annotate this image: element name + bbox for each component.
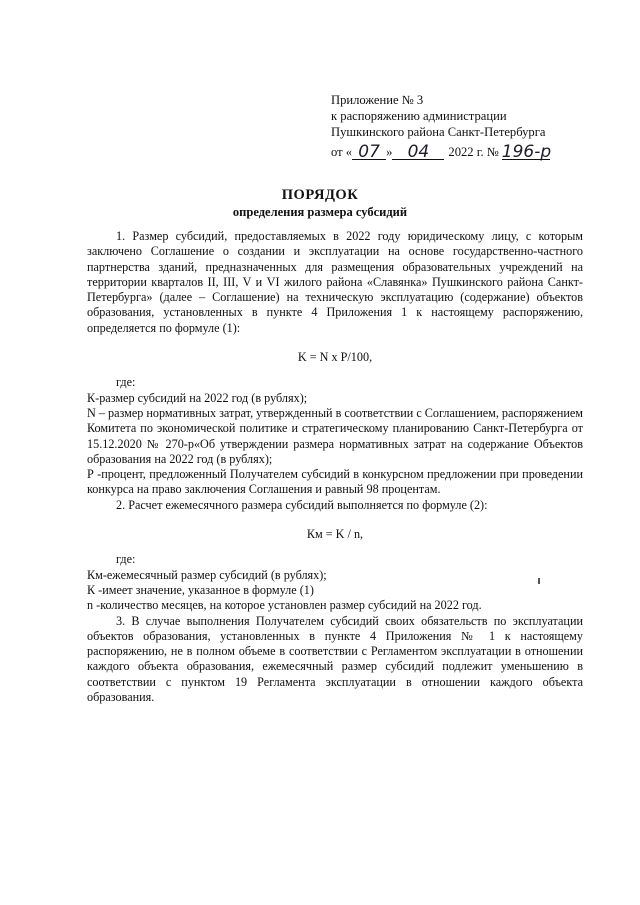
section-2-paragraph: 2. Расчет ежемесячного размера субсидий выполняется по формуле (2): (116, 497, 488, 512)
definition-k: К-размер субсидий на 2022 год (в рублях); (87, 390, 308, 405)
handwritten-month: 04 (407, 142, 430, 162)
appendix-number: Приложение № 3 (331, 93, 424, 107)
appendix-district: Пушкинского района Санкт-Петербурга (331, 125, 546, 139)
definition-n-months: n -количество месяцев, на которое установлен размер субсидий на 2022 год. (87, 598, 482, 613)
date-month-field (392, 144, 444, 160)
handwritten-day: 07 (358, 142, 380, 162)
definition-p: Р -процент, предложенный Получателем субсидий в конкурсном предложении при проведении конкурса на право заключения Соглашения и равный 98 процентам. (87, 467, 583, 497)
document-title: ПОРЯДОК (281, 187, 359, 203)
handwritten-order-number: 196-р (501, 142, 552, 162)
order-date-line (331, 144, 621, 160)
definition-km: Км-ежемесячный размер субсидий (в рублях); (87, 567, 327, 582)
formula-1: K = N x P/100, (297, 350, 373, 365)
document-body (87, 229, 583, 705)
formula-1-where: где: (116, 375, 136, 390)
date-year: 2022 г. № (448, 145, 499, 159)
scan-speck (538, 578, 540, 584)
date-prefix: от « (331, 145, 353, 159)
definition-k-monthly: К -имеет значение, указанное в формуле (1) (87, 582, 314, 597)
order-number-field (502, 144, 550, 160)
document-subtitle: определения размера субсидий (232, 205, 408, 219)
section-3-paragraph: 3. В случае выполнения Получателем субсидий своих обязательств по эксплуатации объектов образования, установленных в пункте 4 Приложения № 1 к настоящему распоряжению, не в полном объеме в соответствии с Регламентом эксплуатации в отношении каждого объекта образования, ежемесячный размер субсидий подлежит уменьшению в соответствии с пунктом 19 Регламента эксплуатации в отношении каждого объекта образования. (87, 613, 583, 705)
section-1-paragraph: 1. Размер субсидий, предоставляемых в 2022 году юридическому лицу, с которым заключено Соглашение о создании и эксплуатации на основе государственно-частного партнерства зданий, предназначенных для размещения образовательных учреждений на территории кварталов II, III, V и VI жилого района «Славянка» Пушкинского района Санкт-Петербурга» (далее – Соглашение) на техническую эксплуатацию (содержание) объектов образования, установленных в пункте 4 Приложения 1 к настоящему распоряжению, определяется по формуле (1): (87, 229, 583, 335)
formula-2: Км = K / n, (306, 527, 364, 542)
formula-2-where: где: (116, 552, 136, 567)
date-mid: » (386, 145, 393, 159)
date-day-field (352, 144, 386, 160)
appendix-order-ref: к распоряжению администрации (331, 109, 507, 123)
appendix-header (331, 92, 621, 160)
definition-n: N – размер нормативных затрат, утвержденный в соответствии с Соглашением, распоряжением Комитета по экономической политике и стратегическому планированию Санкт-Петербурга от 15.12.2020 № 270-р«Об утверждении размера нормативных затрат на содержание Объектов образования на 2022 год (в рублях); (87, 405, 583, 466)
